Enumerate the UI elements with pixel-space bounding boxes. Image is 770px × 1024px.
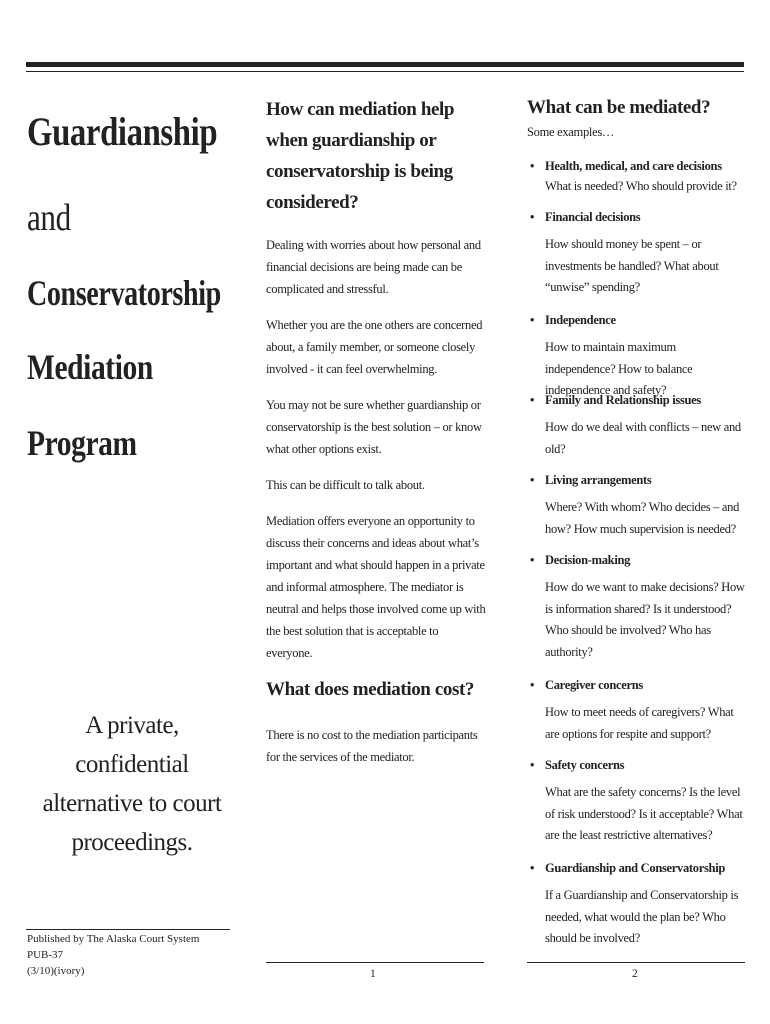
topic-title: Safety concerns [545, 758, 625, 772]
list-item [527, 156, 747, 198]
top-rule-thick [26, 62, 744, 67]
title-mediation: Mediation [27, 347, 153, 387]
mediation-help-heading: How can mediation help when guardianship or conservatorship is being considered? [266, 99, 455, 213]
list-item [527, 310, 747, 402]
topic-title: Guardianship and Conservatorship [545, 861, 726, 875]
cost-text: There is no cost to the mediation participants for the services of the mediator. [266, 728, 478, 764]
list-item [527, 755, 747, 847]
list-item [527, 207, 747, 299]
list-item [527, 858, 747, 950]
bullet-icon: • [530, 210, 535, 224]
topic-description: How do we want to make decisions? How is information shared? Is it understood? Who should be involved? Who has authority? [545, 580, 745, 659]
examples-intro: Some examples… [527, 125, 615, 139]
bullet-icon: • [530, 473, 535, 487]
topic-description: What are the safety concerns? Is the level of risk understood? Is it acceptable? What are the least restrictive alternatives? [545, 785, 743, 842]
page2-footer-rule [527, 962, 745, 963]
middle-column [266, 94, 486, 764]
publisher-line: Published by The Alaska Court System [27, 933, 200, 945]
title-program: Program [27, 423, 137, 463]
publisher-rule [26, 929, 230, 930]
cost-heading: What does mediation cost? [266, 679, 474, 700]
title-and: and [27, 197, 71, 239]
bullet-icon: • [530, 758, 535, 772]
bullet-icon: • [530, 861, 535, 875]
paragraph: Whether you are the one others are concerned about, a family member, or someone closely involved - it can feel overwhelming. [266, 318, 483, 376]
topic-title: Family and Relationship issues [545, 393, 701, 407]
topic-description: Where? With whom? Who decides – and how? How much supervision is needed? [545, 500, 740, 536]
bullet-icon: • [530, 393, 535, 407]
page1-footer-rule [266, 962, 484, 963]
topic-description: How to maintain maximum independence? How to balance independence and safety? [545, 340, 693, 397]
right-column [527, 94, 747, 945]
topic-title: Caregiver concerns [545, 678, 643, 692]
topic-description: If a Guardianship and Conservatorship is needed, what would the plan be? Who should be involved? [545, 888, 739, 945]
bullet-icon: • [530, 678, 535, 692]
paragraph: This can be difficult to talk about. [266, 478, 425, 492]
title-conservatorship: Conservatorship [27, 273, 221, 313]
page-number-1: 1 [370, 968, 376, 980]
title-guardianship: Guardianship [27, 109, 218, 154]
topic-title: Decision-making [545, 553, 631, 567]
paragraph: Mediation offers everyone an opportunity to discuss their concerns and ideas about what’s important and what should happen in a private and informal atmosphere. The mediator is neutral and helps those involved come up with the best solution that is acceptable to everyone. [266, 514, 486, 660]
publication-date: (3/10)(ivory) [27, 965, 85, 977]
topic-title: Health, medical, and care decisions [545, 159, 722, 173]
list-item [527, 675, 747, 745]
publication-number: PUB-37 [27, 949, 64, 961]
publisher-info [27, 931, 199, 979]
top-rule-thin [26, 71, 744, 72]
list-item [527, 390, 747, 460]
tagline: A private, confidential alternative to court proceedings. [42, 712, 222, 856]
topic-title: Financial decisions [545, 210, 641, 224]
list-item [527, 470, 747, 540]
topic-description: How should money be spent – or investments be handled? What about “unwise” spending? [545, 237, 719, 294]
topic-title: Living arrangements [545, 473, 652, 487]
bullet-icon: • [530, 159, 535, 173]
paragraph: Dealing with worries about how personal and financial decisions are being made can be complicated and stressful. [266, 238, 481, 296]
bullet-icon: • [530, 553, 535, 567]
topic-description: What is needed? Who should provide it? [545, 179, 737, 193]
topic-description: How do we deal with conflicts – new and old? [545, 420, 741, 456]
page-number-2: 2 [632, 968, 638, 980]
paragraph: You may not be sure whether guardianship or conservatorship is the best solution – or know what other options exist. [266, 398, 482, 456]
bullet-icon: • [530, 313, 535, 327]
what-can-be-mediated-heading: What can be mediated? [527, 97, 711, 118]
topic-title: Independence [545, 313, 616, 327]
list-item [527, 550, 747, 663]
topic-description: How to meet needs of caregivers? What are options for respite and support? [545, 705, 734, 741]
